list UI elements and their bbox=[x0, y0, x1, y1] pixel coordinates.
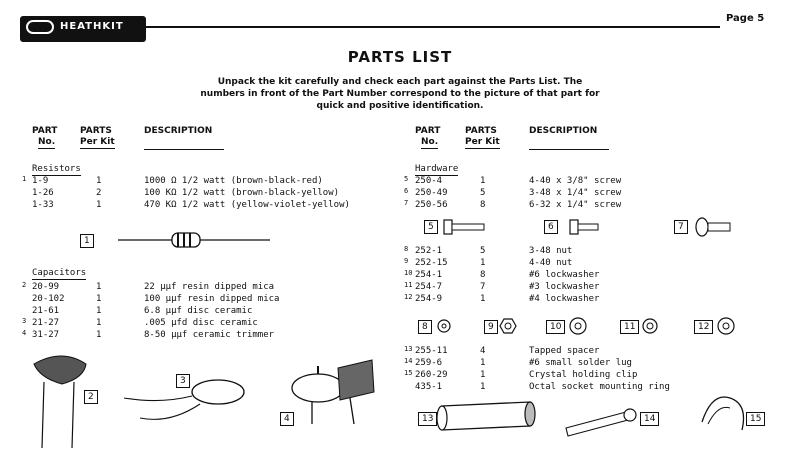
brand-name: HEATHKIT bbox=[60, 21, 124, 32]
part-description: 22 μμf resin dipped mica bbox=[144, 282, 275, 292]
part-row-figure-ref: 2 bbox=[22, 281, 27, 289]
part-number: 1-33 bbox=[32, 200, 54, 210]
figure-8-label: 8 bbox=[418, 320, 432, 334]
part-number: 20-99 bbox=[32, 282, 60, 292]
col-description-header-right: DESCRIPTION bbox=[529, 126, 598, 136]
part-quantity: 1 bbox=[480, 258, 486, 268]
part-quantity: 1 bbox=[96, 330, 102, 340]
figure-4-label: 4 bbox=[280, 412, 294, 426]
part-quantity: 4 bbox=[480, 346, 486, 356]
part-number: 255-11 bbox=[415, 346, 448, 356]
col-part-header-right: PART No. bbox=[415, 126, 441, 147]
part-row-figure-ref: 4 bbox=[22, 329, 27, 337]
part-number: 254-9 bbox=[415, 294, 443, 304]
page-title: PARTS LIST bbox=[347, 48, 453, 66]
part-number: 250-4 bbox=[415, 176, 443, 186]
figure-3-label: 3 bbox=[176, 374, 190, 388]
solder-lug-illustration bbox=[566, 409, 636, 436]
part-quantity: 1 bbox=[96, 176, 102, 186]
page-number: Page 5 bbox=[726, 13, 765, 24]
part-row-figure-ref: 3 bbox=[22, 317, 27, 325]
figure-6-label: 6 bbox=[544, 220, 558, 234]
part-number: 1-26 bbox=[32, 188, 54, 198]
part-description: 4-40 x 3/8" screw bbox=[529, 176, 622, 186]
part-description: 100 KΩ 1/2 watt (brown-black-yellow) bbox=[144, 188, 340, 198]
figure-1-label: 1 bbox=[80, 234, 94, 248]
part-description: Octal socket mounting ring bbox=[529, 382, 670, 392]
part-quantity: 1 bbox=[480, 358, 486, 368]
part-number: 260-29 bbox=[415, 370, 448, 380]
crystal-clip-illustration bbox=[702, 397, 744, 430]
part-number: 31-27 bbox=[32, 330, 60, 340]
part-row-figure-ref: 15 bbox=[404, 369, 413, 377]
part-number: 1-9 bbox=[32, 176, 49, 186]
part-quantity: 1 bbox=[480, 294, 486, 304]
part-number: 252-15 bbox=[415, 258, 448, 268]
part-number: 21-61 bbox=[32, 306, 60, 316]
part-quantity: 1 bbox=[96, 200, 102, 210]
figure-12-label: 12 bbox=[694, 320, 713, 334]
nut-washer-illustrations bbox=[438, 318, 734, 334]
part-row-figure-ref: 1 bbox=[22, 175, 27, 183]
part-description: 1000 Ω 1/2 watt (brown-black-red) bbox=[144, 176, 323, 186]
figure-2-label: 2 bbox=[84, 390, 98, 404]
trimmer-capacitor-illustration bbox=[292, 360, 374, 424]
part-row-figure-ref: 12 bbox=[404, 293, 413, 301]
figure-15-label: 15 bbox=[746, 412, 765, 426]
figure-14-label: 14 bbox=[640, 412, 659, 426]
part-number: 21-27 bbox=[32, 318, 60, 328]
part-description: #4 lockwasher bbox=[529, 294, 600, 304]
part-description: 3-48 nut bbox=[529, 246, 573, 256]
col-parts-header: PARTS Per Kit bbox=[80, 126, 115, 147]
figure-7-label: 7 bbox=[674, 220, 688, 234]
part-quantity: 1 bbox=[96, 282, 102, 292]
part-description: Tapped spacer bbox=[529, 346, 600, 356]
part-description: 8-50 μμf ceramic trimmer bbox=[144, 330, 275, 340]
part-description: 470 KΩ 1/2 watt (yellow-violet-yellow) bbox=[144, 200, 350, 210]
part-description: .005 μfd disc ceramic bbox=[144, 318, 258, 328]
part-description: 100 μμf resin dipped mica bbox=[144, 294, 280, 304]
part-row-figure-ref: 8 bbox=[404, 245, 409, 253]
part-description: #6 lockwasher bbox=[529, 270, 600, 280]
part-description: 6.8 μμf disc ceramic bbox=[144, 306, 253, 316]
part-description: Crystal holding clip bbox=[529, 370, 638, 380]
part-quantity: 8 bbox=[480, 200, 486, 210]
part-number: 250-49 bbox=[415, 188, 448, 198]
part-quantity: 1 bbox=[480, 382, 486, 392]
part-description: 6-32 x 1/4" screw bbox=[529, 200, 622, 210]
capacitors-heading: Capacitors bbox=[32, 268, 87, 278]
figure-5-label: 5 bbox=[424, 220, 438, 234]
hardware-heading: Hardware bbox=[415, 164, 459, 174]
part-description: #3 lockwasher bbox=[529, 282, 600, 292]
part-description: 4-40 nut bbox=[529, 258, 573, 268]
part-quantity: 1 bbox=[96, 306, 102, 316]
part-row-figure-ref: 10 bbox=[404, 269, 413, 277]
part-number: 259-6 bbox=[415, 358, 443, 368]
part-row-figure-ref: 13 bbox=[404, 345, 413, 353]
intro-paragraph: Unpack the kit carefully and check each part against the Parts List. The numbers in front of the Part Number correspond to the picture of that part for quick and positive identification. bbox=[200, 77, 600, 111]
figure-10-label: 10 bbox=[546, 320, 565, 334]
figure-11-label: 11 bbox=[620, 320, 639, 334]
part-number: 254-7 bbox=[415, 282, 443, 292]
part-description: 3-48 x 1/4" screw bbox=[529, 188, 622, 198]
figure-13-label: 13 bbox=[418, 412, 437, 426]
part-number: 250-56 bbox=[415, 200, 448, 210]
part-quantity: 1 bbox=[96, 318, 102, 328]
part-row-figure-ref: 7 bbox=[404, 199, 409, 207]
col-parts-header-right: PARTS Per Kit bbox=[465, 126, 500, 147]
figure-9-label: 9 bbox=[484, 320, 498, 334]
mica-capacitor-illustration bbox=[34, 356, 86, 448]
part-description: #6 small solder lug bbox=[529, 358, 632, 368]
part-quantity: 1 bbox=[480, 176, 486, 186]
part-row-figure-ref: 6 bbox=[404, 187, 409, 195]
part-number: 435-1 bbox=[415, 382, 443, 392]
part-quantity: 5 bbox=[480, 188, 486, 198]
part-row-figure-ref: 14 bbox=[404, 357, 413, 365]
part-row-figure-ref: 11 bbox=[404, 281, 413, 289]
part-row-figure-ref: 5 bbox=[404, 175, 409, 183]
part-quantity: 8 bbox=[480, 270, 486, 280]
part-number: 20-102 bbox=[32, 294, 65, 304]
part-number: 252-1 bbox=[415, 246, 443, 256]
tapped-spacer-illustration bbox=[437, 402, 535, 430]
part-quantity: 7 bbox=[480, 282, 486, 292]
part-quantity: 2 bbox=[96, 188, 102, 198]
resistors-heading: Resistors bbox=[32, 164, 81, 174]
col-part-header: PART No. bbox=[32, 126, 58, 147]
part-row-figure-ref: 9 bbox=[404, 257, 409, 265]
part-quantity: 5 bbox=[480, 246, 486, 256]
col-description-header: DESCRIPTION bbox=[144, 126, 213, 136]
part-number: 254-1 bbox=[415, 270, 443, 280]
resistor-illustration bbox=[118, 233, 270, 247]
part-quantity: 1 bbox=[96, 294, 102, 304]
part-quantity: 1 bbox=[480, 370, 486, 380]
